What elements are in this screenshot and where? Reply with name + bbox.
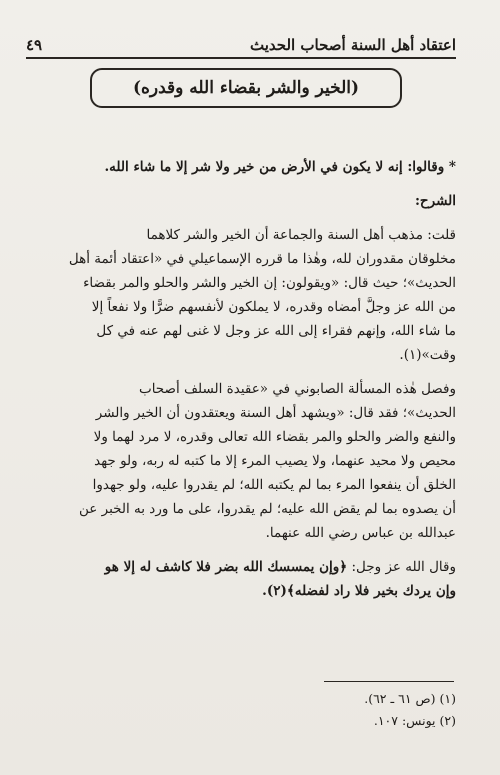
para2-line: أن يصدوه بما لم يقض الله عليه؛ لم يقدروا، على ما ورد به الخبر عن — [79, 501, 456, 517]
para2-line: الخلق أن ينفعوا المرء بما لم يكتبه الله؛ لم يقدروا عليه، ولو جهدوا — [92, 477, 456, 493]
para1-line: مخلوقان مقدوران لله، وهٰذا ما قرره الإسماعيلي في «اعتقاد أئمة أهل — [68, 251, 456, 267]
footnotes — [26, 688, 456, 732]
running-title: اعتقاد أهل السنة أصحاب الحديث — [250, 36, 456, 54]
page-number: ٤٩ — [26, 36, 43, 54]
quran-verse: ﴿وإن يمسسك الله بضر فلا كاشف له إلا هو — [104, 559, 348, 575]
para1-line: ما شاء الله، وإنهم فقراء إلى الله عز وجل لا غنى لهم عنه في كل — [96, 323, 456, 339]
para2-line: وفصل هٰذه المسألة الصابوني في «عقيدة السلف أصحاب — [138, 381, 456, 397]
quran-verse: وإن يردك بخير فلا راد لفضله﴾(٢). — [262, 583, 456, 599]
para2-line: والنفع والضر والحلو والمر بقضاء الله تعالى وقدره، لا مرد لهما ولا — [93, 429, 456, 445]
footnote-divider — [324, 681, 454, 682]
footnote: (١) (ص ٦١ ـ ٦٢). — [364, 691, 456, 706]
citation-lead: وقال الله عز وجل: — [347, 559, 456, 575]
body-text — [26, 155, 456, 603]
header-divider — [26, 57, 456, 59]
para1-line: قلت: مذهب أهل السنة والجماعة أن الخير والشر كلاهما — [146, 227, 456, 243]
para2-line: الحديث»؛ فقد قال: «ويشهد أهل السنة ويعتقدون أن الخير والشر — [95, 405, 456, 421]
sharh-label: الشرح: — [414, 193, 456, 209]
para1-line: من الله عز وجلَّ أمضاه وقدره، لا يملكون لأنفسهم ضرًّا ولا نفعاً إلا — [91, 299, 456, 315]
footnote: (٢) يونس: ١٠٧. — [373, 713, 456, 728]
section-heading: (الخير والشر بقضاء الله وقدره) — [132, 78, 360, 98]
para2-line: عبدالله بن عباس رضي الله عنهما. — [265, 525, 456, 541]
section-heading-frame — [90, 68, 402, 108]
running-header — [26, 28, 456, 54]
para1-line: وقت»(١). — [399, 347, 456, 363]
statement-line: * وقالوا: إنه لا يكون في الأرض من خير ولا شر إلا ما شاء الله. — [104, 159, 456, 175]
para2-line: محيص ولا محيد عنهما، ولا يصيب المرء إلا ما كتبه له ربه، ولو جهد — [94, 453, 456, 469]
quran-citation-line — [26, 555, 456, 579]
para1-line: الحديث»؛ حيث قال: «ويقولون: إن الخير والشر والحلو والمر بقضاء — [83, 275, 456, 291]
